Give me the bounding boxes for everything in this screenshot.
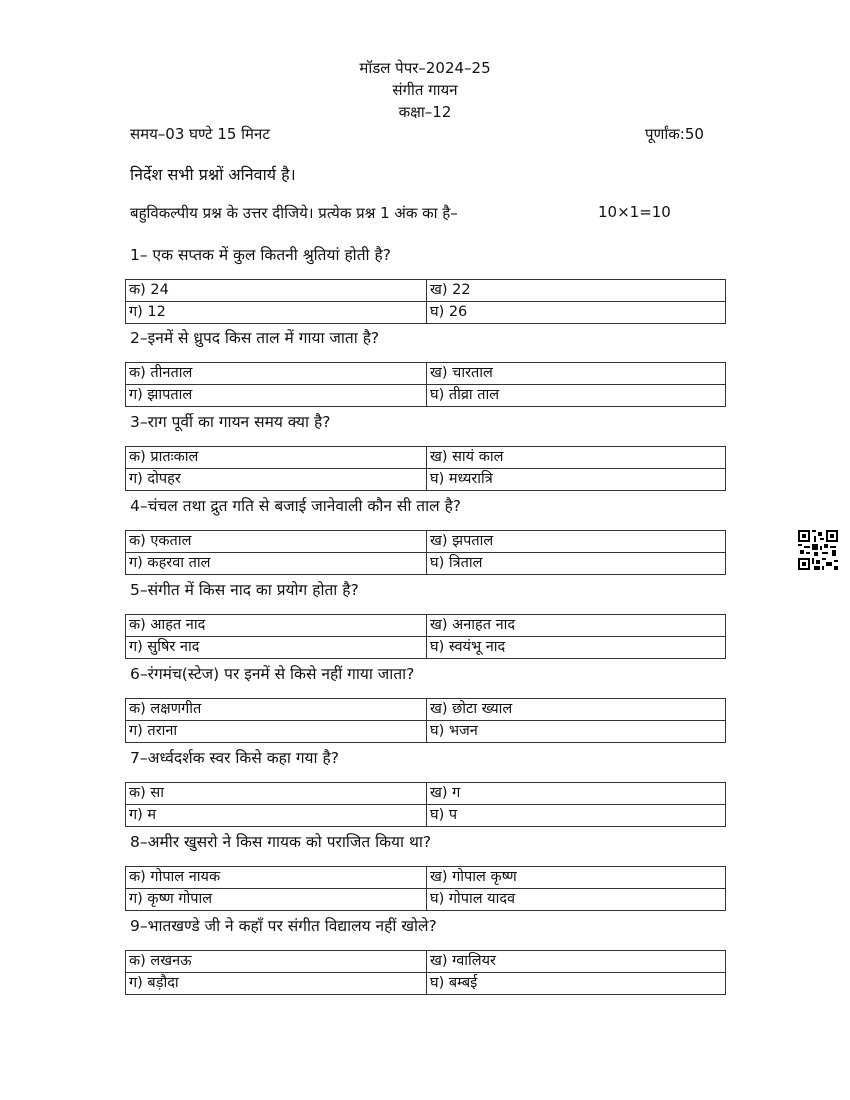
options-table	[125, 279, 726, 324]
option-c: ग) कृष्ण गोपाल	[126, 889, 427, 911]
section-heading: बहुविकल्पीय प्रश्न के उत्तर दीजिये। प्रत्येक प्रश्न 1 अंक का है–	[130, 204, 458, 222]
question-text: 7–अर्ध्वदर्शक स्वर किसे कहा गया है?	[130, 749, 339, 767]
option-b: ख) ग	[427, 783, 726, 805]
option-b: ख) ग्वालियर	[427, 951, 726, 973]
options-table	[125, 782, 726, 827]
option-b: ख) झपताल	[427, 531, 726, 553]
option-b: ख) अनाहत नाद	[427, 615, 726, 637]
option-c: ग) तराना	[126, 721, 427, 743]
question-text: 5–संगीत में किस नाद का प्रयोग होता है?	[130, 581, 359, 599]
option-b: ख) 22	[427, 280, 726, 302]
option-d: घ) बम्बई	[427, 973, 726, 995]
option-c: ग) बड़ौदा	[126, 973, 427, 995]
question-text: 3–राग पूर्वी का गायन समय क्या है?	[130, 413, 331, 431]
option-c: ग) दोपहर	[126, 469, 427, 491]
option-b: ख) छोटा ख्याल	[427, 699, 726, 721]
option-c: ग) सुषिर नाद	[126, 637, 427, 659]
options-table	[125, 530, 726, 575]
option-b: ख) गोपाल कृष्ण	[427, 867, 726, 889]
option-d: घ) त्रिताल	[427, 553, 726, 575]
instruction: निर्देश सभी प्रश्नों अनिवार्य है।	[130, 165, 296, 184]
paper-title: मॉडल पेपर–2024–25	[359, 59, 491, 77]
options-table	[125, 866, 726, 911]
options-table	[125, 362, 726, 407]
paper-class: कक्षा–12	[398, 103, 452, 121]
option-b: ख) सायं काल	[427, 447, 726, 469]
option-a: क) गोपाल नायक	[126, 867, 427, 889]
option-a: क) सा	[126, 783, 427, 805]
option-c: ग) म	[126, 805, 427, 827]
max-marks: पूर्णांक:50	[645, 125, 704, 143]
option-c: ग) झापताल	[126, 385, 427, 407]
paper-subject: संगीत गायन	[392, 81, 458, 99]
options-table	[125, 950, 726, 995]
options-table	[125, 446, 726, 491]
option-d: घ) मध्यरात्रि	[427, 469, 726, 491]
option-a: क) प्रातःकाल	[126, 447, 427, 469]
question-text: 6–रंगमंच(स्टेज) पर इनमें से किसे नहीं गाया जाता?	[130, 665, 415, 683]
option-a: क) लक्षणगीत	[126, 699, 427, 721]
section-marks: 10×1=10	[598, 203, 671, 221]
option-d: घ) स्वयंभू नाद	[427, 637, 726, 659]
question-text: 9–भातखण्डे जी ने कहाँ पर संगीत विद्यालय नहीं खोले?	[130, 917, 437, 935]
option-d: घ) गोपाल यादव	[427, 889, 726, 911]
option-b: ख) चारताल	[427, 363, 726, 385]
option-a: क) एकताल	[126, 531, 427, 553]
option-a: क) लखनऊ	[126, 951, 427, 973]
options-table	[125, 698, 726, 743]
option-c: ग) 12	[126, 302, 427, 324]
option-c: ग) कहरवा ताल	[126, 553, 427, 575]
exam-time: समय–03 घण्टे 15 मिनट	[130, 125, 270, 143]
qr-code-icon	[798, 530, 838, 570]
question-text: 1– एक सप्तक में कुल कितनी श्रुतियां होती है?	[130, 246, 391, 264]
option-d: घ) तीव्रा ताल	[427, 385, 726, 407]
question-text: 2–इनमें से ध्रुपद किस ताल में गाया जाता है?	[130, 329, 380, 347]
option-a: क) आहत नाद	[126, 615, 427, 637]
options-table	[125, 614, 726, 659]
option-a: क) तीनताल	[126, 363, 427, 385]
option-d: घ) प	[427, 805, 726, 827]
option-a: क) 24	[126, 280, 427, 302]
option-d: घ) भजन	[427, 721, 726, 743]
question-text: 8–अमीर खुसरो ने किस गायक को पराजित किया था?	[130, 833, 432, 851]
question-text: 4–चंचल तथा द्रुत गति से बजाई जानेवाली कौन सी ताल है?	[130, 497, 462, 515]
option-d: घ) 26	[427, 302, 726, 324]
